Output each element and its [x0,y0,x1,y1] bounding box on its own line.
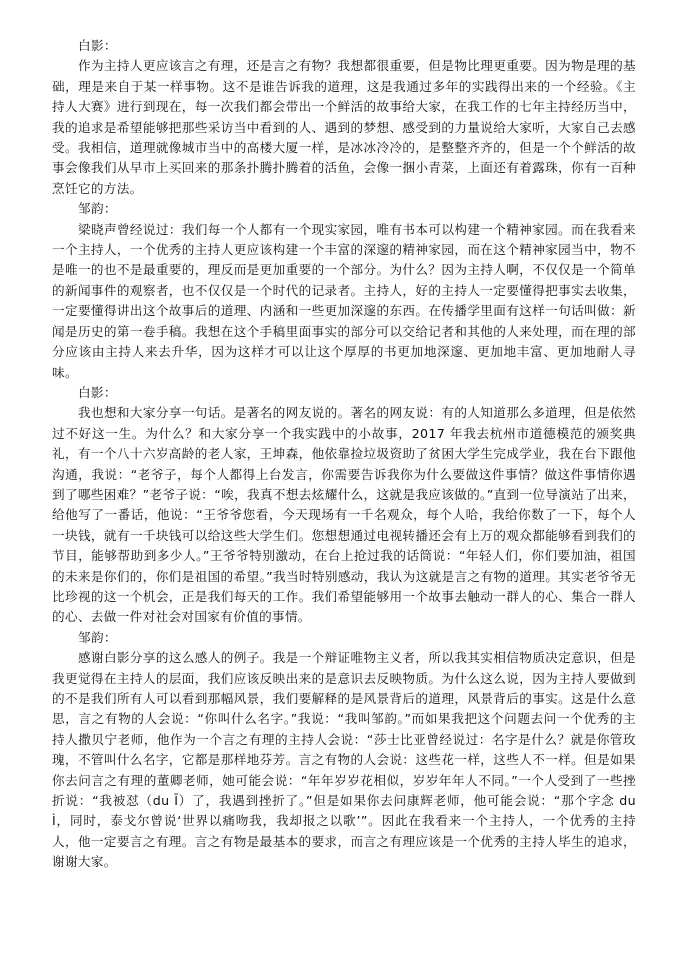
paragraph-1: 作为主持人更应该言之有理，还是言之有物？我想都很重要，但是物比理更重要。因为物是理的基础，理是来自于某一样事物。这不是谁告诉我的道理，这是我通过多年的实践得出来的一个经验。《主持人大赛》进行到现在，每一次我们都会带出一个鲜活的故事给大家，在我工作的七年主持经历当中，我的追求是希望能够把那些采访当中看到的人、遇到的梦想、感受到的力量说给大家听，大家自己去感受。我相信，道理就像城市当中的高楼大厦一样，是冰冰冷冷的，是整整齐齐的，但是一个个鲜活的故事会像我们从早市上买回来的那条扑腾扑腾着的活鱼，会像一捆小青菜，上面还有着露珠，你有一百种烹饪它的方法。 [52,58,636,196]
paragraph-3: 我也想和大家分享一句话。是著名的网友说的。著名的网友说：有的人知道那么多道理，但是依然过不好这一生。为什么？和大家分享一个我实践中的小故事，2017 年我去杭州市道德模范的颁奖典礼，有一个八十六岁高龄的老人家，王坤森，他依靠捡垃圾资助了贫困大学生完成学业，我在台下跟他沟通，我说：“老爷子，每个人都得上台发言，你需要告诉我你为什么要做这件事情？做这件事情你遇到了哪些困难？”老爷子说：“唉，我真不想去炫耀什么，这就是我应该做的。”直到一位导演站了出来，给他写了一番话，他说：“王爷爷您看，今天现场有一千名观众，每个人哈，我给你数了一下，每个人一块钱，就有一千块钱可以给这些大学生们。您想想通过电视转播还会有上万的观众都能够看到我们的节目，能够帮助到多少人。”王爷爷特别激动，在台上抢过我的话筒说：“年轻人们，你们要加油，祖国的未来是你们的，你们是祖国的希望。”我当时特别感动，我认为这就是言之有物的道理。其实老爷爷无比珍视的这一个机会，正是我们每天的工作。我们希望能够用一个故事去触动一群人的心、集合一群人的心、去做一件对社会对国家有价值的事情。 [52,405,636,625]
speaker-label-bai-ying-2: 白影： [78,384,117,400]
speaker-label-zou-yun-1: 邹韵： [78,201,117,217]
speaker-label-zou-yun-2: 邹韵： [78,629,117,645]
paragraph-2: 梁晓声曾经说过：我们每一个人都有一个现实家园，唯有书本可以构建一个精神家园。而在我看来一个主持人，一个优秀的主持人更应该构建一个丰富的深邃的精神家园，而在这个精神家园当中，物不是唯一的也不是最重要的，理反而是更加重要的一个部分。为什么？因为主持人啊，不仅仅是一个简单的新闻事件的观察者，也不仅仅是一个时代的记录者。主持人，好的主持人一定要懂得把事实去收集，一定要懂得讲出这个故事后的道理、内涵和一些更加深邃的东西。在传播学里面有这样一句话叫做：新闻是历史的第一卷手稿。我想在这个手稿里面事实的部分可以交给记者和其他的人来处理，而在理的部分应该由主持人来去升华，因为这样才可以让这个厚厚的书更加地深邃、更加地丰富、更加地耐人寻味。 [52,221,636,380]
speaker-label-bai-ying-1: 白影： [78,38,117,53]
paragraph-4: 感谢白影分享的这么感人的例子。我是一个辩证唯物主义者，所以我其实相信物质决定意识，但是我更觉得在主持人的层面，我们应该反映出来的是意识去反映物质。为什么这么说，因为主持人要做到的不是我们所有人可以看到那幅风景，我们要解释的是风景背后的道理，风景背后的事实。这是什么意思，言之有物的人会说：“你叫什么名字。”我说：“我叫邹韵。”而如果我把这个问题去问一个优秀的主持人撒贝宁老师，他作为一个言之有理的主持人会说：“莎士比亚曾经说过：名字是什么？就是你管玫瑰，不管叫什么名字，它都是那样地芬芳。言之有物的人会说：这些花一样，这些人不一样。但是如果你去问言之有理的董卿老师，她可能会说：“年年岁岁花相似，岁岁年年人不同。”一个人受到了一些挫折说：“我被怼（du Ī）了，我遇到挫折了。”但是如果你去问康辉老师，他可能会说：“那个字念 du Ì，同时，泰戈尔曾说‘世界以痛吻我，我却报之以歌’”。因此在我看来一个主持人，一个优秀的主持人，他一定要言之有理。言之有物是最基本的要求，而言之有理应该是一个优秀的主持人毕生的追求，谢谢大家。 [52,650,636,870]
